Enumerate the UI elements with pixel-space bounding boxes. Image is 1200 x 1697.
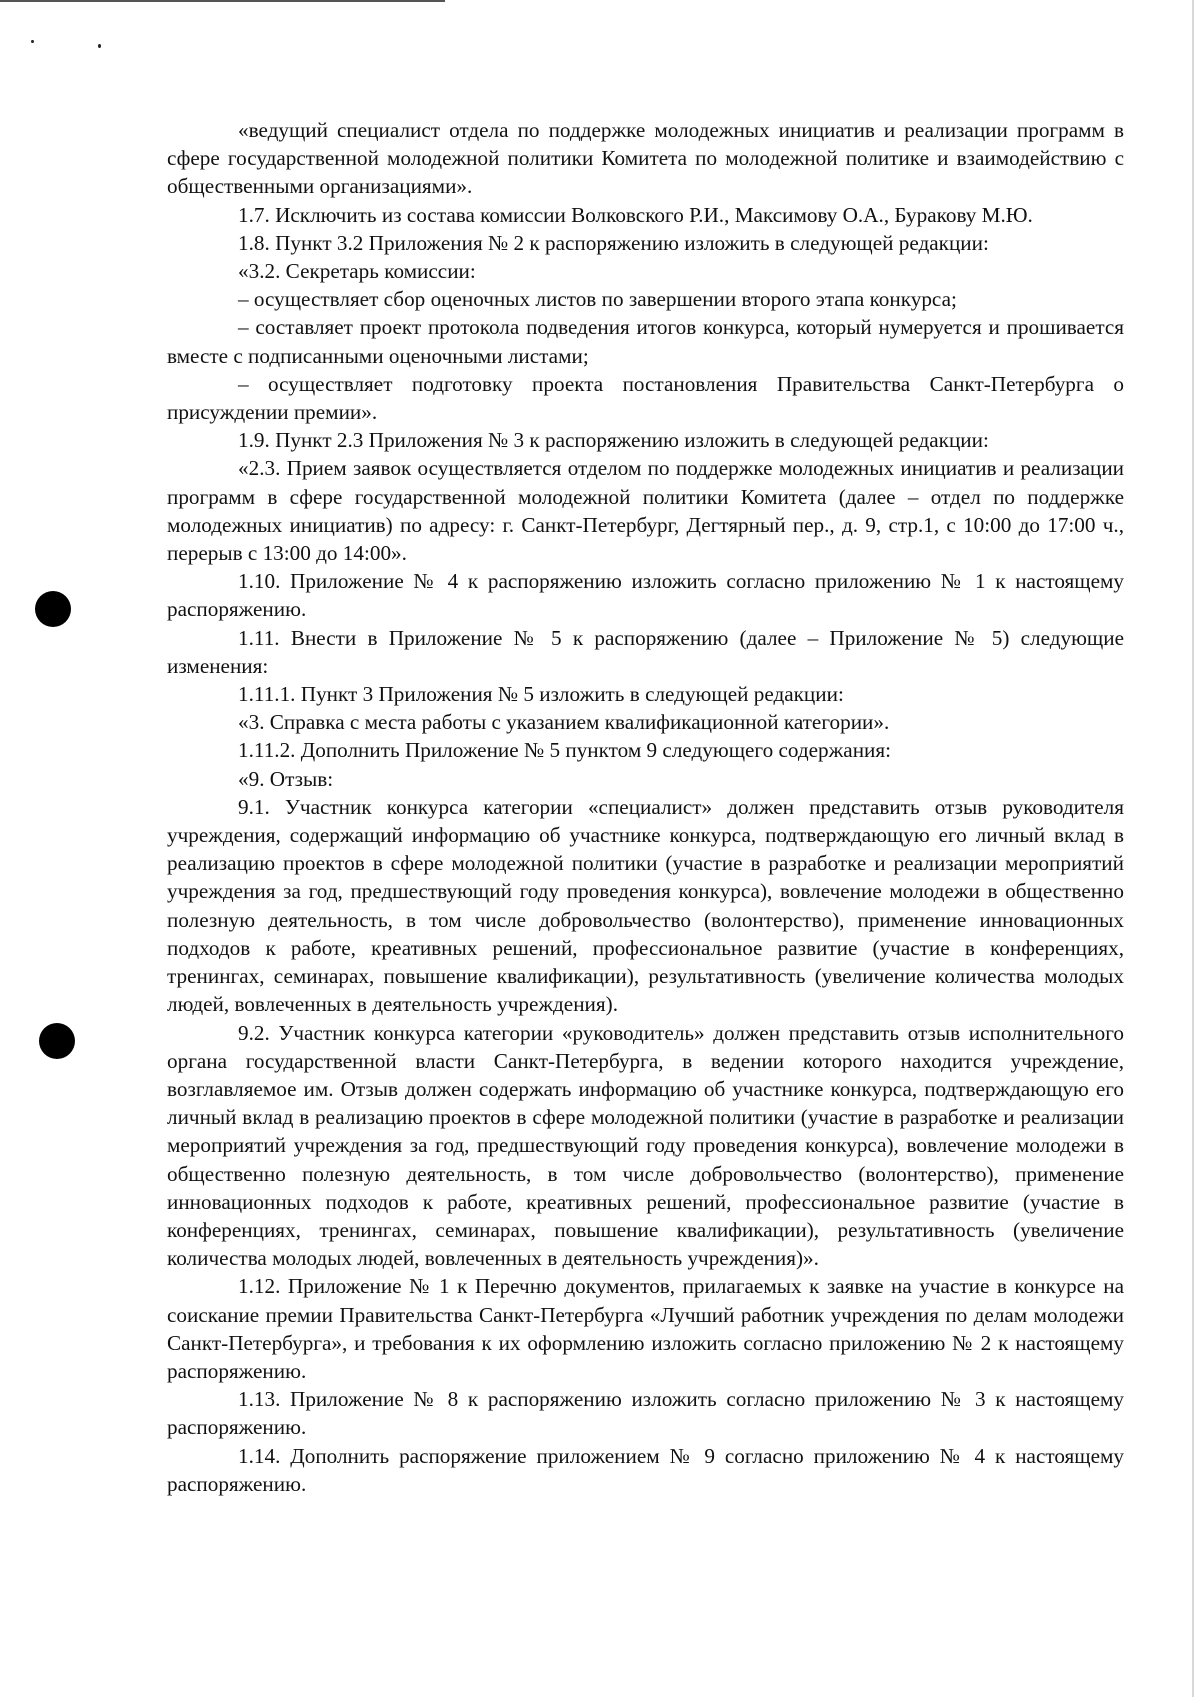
paragraph: «9. Отзыв: (238, 766, 334, 791)
punch-hole (35, 591, 71, 627)
paragraph: – осуществляет подготовку проекта постановления Правительства Санкт-Петербурга о присуждении премии». (167, 371, 1124, 425)
paragraph: 1.11.2. Дополнить Приложение № 5 пунктом 9 следующего содержания: (238, 738, 892, 763)
punch-hole (39, 1023, 75, 1059)
scan-speck (31, 40, 34, 43)
paragraph: 1.11. Внести в Приложение № 5 к распоряжению (далее – Приложение № 5) следующие изменения: (167, 625, 1124, 678)
paragraph: 9.2. Участник конкурса категории «руководитель» должен представить отзыв исполнительного органа государственной власти Санкт-Петербурга, в ведении которого находится учреждение, возглавляемое им. Отзыв должен содержать информацию об участнике конкурса, подтверждающую его личный вклад в реализацию проектов в сфере молодежной политики (участие в разработке и реализации мероприятий учреждения за год, предшествующий году проведения конкурса), вовлечение молодежи в общественно полезную деятельность, в том числе добровольчество (волонтерство), применение инновационных подходов к работе, креативных решений, профессиональное развитие (участие в конференциях, тренингах, семинарах, повышение квалификации), результативность (увеличение количества молодых людей, вовлеченных в деятельность учреждения)». (167, 1020, 1124, 1271)
paragraph: 1.10. Приложение № 4 к распоряжению изложить согласно приложению № 1 к настоящему распоряжению. (167, 569, 1124, 622)
scan-right-edge (1192, 0, 1194, 1697)
paragraph: «2.3. Прием заявок осуществляется отделом по поддержке молодежных инициатив и реализации программ в сфере государственной молодежной политики Комитета (далее – отдел по поддержке молодежных инициатив) по адресу: г. Санкт-Петербург, Дегтярный пер., д. 9, стр.1, с 10:00 до 17:00 ч., перерыв с 13:00 до 14:00». (167, 456, 1124, 566)
paragraph: 1.14. Дополнить распоряжение приложением № 9 согласно приложению № 4 к настоящему распоряжению. (167, 1443, 1124, 1496)
paragraph: 1.13. Приложение № 8 к распоряжению изложить согласно приложению № 3 к настоящему распоряжению. (167, 1387, 1124, 1440)
scan-speck (98, 44, 101, 48)
paragraph: 1.8. Пункт 3.2 Приложения № 2 к распоряжению изложить в следующей редакции: (238, 230, 989, 255)
paragraph: – составляет проект протокола подведения итогов конкурса, который нумеруется и прошивается вместе с подписанными оценочными листами; (167, 315, 1124, 368)
paragraph: 1.9. Пункт 2.3 Приложения № 3 к распоряжению изложить в следующей редакции: (238, 428, 989, 453)
paragraph: 9.1. Участник конкурса категории «специалист» должен представить отзыв руководителя учреждения, содержащий информацию об участнике конкурса, подтверждающую его личный вклад в реализацию проектов в сфере молодежной политики (участие в разработке и реализации мероприятий учреждения за год, предшествующий году проведения конкурса), вовлечение молодежи в общественно полезную деятельность, в том числе добровольчество (волонтерство), применение инновационных подходов к работе, креативных решений, профессиональное развитие (участие в конференциях, тренингах, семинарах, повышение квалификации), результативность (увеличение количества молодых людей, вовлеченных в деятельность учреждения). (167, 794, 1124, 1017)
scan-edge-line (0, 0, 445, 2)
paragraph: 1.11.1. Пункт 3 Приложения № 5 изложить в следующей редакции: (238, 682, 844, 707)
paragraph: – осуществляет сбор оценочных листов по завершении второго этапа конкурса; (238, 287, 957, 312)
document-body (167, 116, 1124, 1498)
paragraph: «3.2. Секретарь комиссии: (238, 259, 476, 284)
paragraph: 1.7. Исключить из состава комиссии Волковского Р.И., Максимову О.А., Буракову М.Ю. (238, 202, 1033, 227)
paragraph: «3. Справка с места работы с указанием квалификационной категории». (238, 710, 890, 735)
paragraph: «ведущий специалист отдела по поддержке молодежных инициатив и реализации программ в сфере государственной молодежной политики Комитета по молодежной политике и взаимодействию с общественными организациями». (167, 118, 1124, 199)
paragraph: 1.12. Приложение № 1 к Перечню документов, прилагаемых к заявке на участие в конкурсе на соискание премии Правительства Санкт-Петербурга «Лучший работник учреждения по делам молодежи Санкт-Петербурга», и требования к их оформлению изложить согласно приложению № 2 к настоящему распоряжению. (167, 1274, 1124, 1383)
